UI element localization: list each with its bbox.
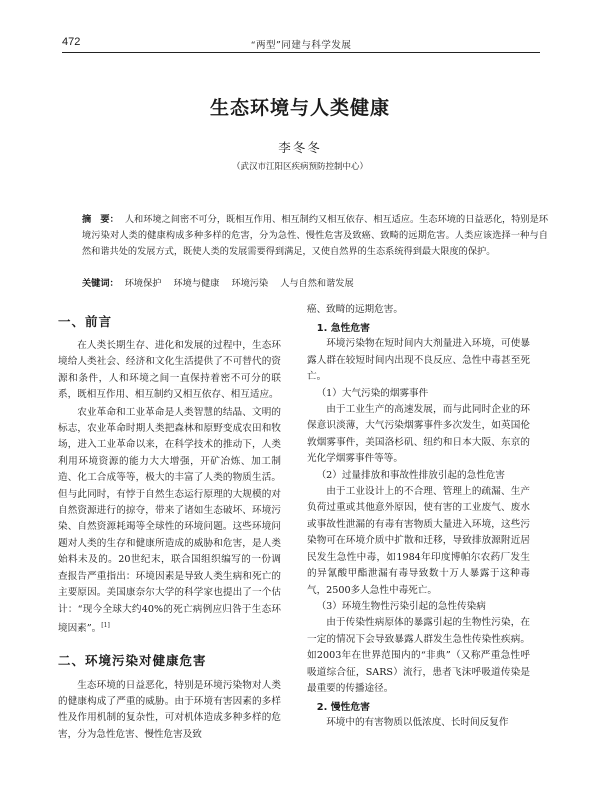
keyword: 环境保护 bbox=[124, 278, 162, 289]
keyword: 环境污染 bbox=[231, 278, 269, 289]
item-heading: （2）过量排放和事故性排放引起的急性危害 bbox=[316, 469, 505, 481]
abstract bbox=[82, 212, 548, 260]
author-affiliation: （武汉市江阳区疾病预防控制中心） bbox=[231, 162, 368, 172]
section-heading-introduction: 一、前言 bbox=[58, 314, 113, 329]
article-title: 生态环境与人类健康 bbox=[209, 97, 390, 119]
item-heading: （1）大气污染的烟雾事件 bbox=[316, 387, 429, 399]
paragraph: 由于工业生产的高速发展，而与此同时企业的环保意识淡薄，大气污染烟雾事件多次发生，如英国伦敦烟雾事件，美国洛杉矶、纽约和日本大阪、东京的光化学烟雾事件等等。 bbox=[307, 404, 530, 465]
running-head: “两型”同建与科学发展 bbox=[250, 40, 352, 51]
subheading-chronic-hazards: 2. 慢性危害 bbox=[316, 702, 370, 714]
paragraph bbox=[58, 405, 281, 638]
abstract-label: 摘 要： bbox=[82, 214, 119, 225]
paragraph: 在人类长期生存、进化和发展的过程中，生态环境给人类社会、经济和文化生活提供了不可替代的资源和条件，人和环境之间一直保持着密不可分的联系，既相互作用、相互制约又相互依存、相互适应。 bbox=[58, 340, 281, 401]
subheading-acute-hazards: 1. 急性危害 bbox=[316, 323, 370, 335]
item-heading: （3）环境生物性污染引起的急性传染病 bbox=[316, 600, 486, 612]
keyword: 环境与健康 bbox=[173, 278, 220, 289]
section-heading-pollution-hazards: 二、环境污染对健康危害 bbox=[58, 652, 207, 668]
keyword: 人与自然和谐发展 bbox=[280, 278, 354, 289]
keywords bbox=[82, 276, 548, 292]
keywords-label: 关键词： bbox=[82, 278, 119, 289]
paragraph-continuation: 癌、致畸的远期危害。 bbox=[307, 304, 403, 315]
paragraph: 环境污染物在短时间内大剂量进入环境，可使暴露人群在较短时间内出现不良反应、急性中毒甚至死亡。 bbox=[307, 338, 530, 383]
page-header bbox=[62, 36, 540, 53]
paragraph: 环境中的有害物质以低浓度、长时间反复作 bbox=[326, 717, 509, 729]
citation: [1] bbox=[101, 621, 110, 629]
article-author: 李冬冬 bbox=[278, 140, 322, 155]
paragraph: 由于传染性病原体的暴露引起的生物性污染，在一定的情况下会导致暴露人群发生急性传染性疾病。如2003年在世界范围内的“非典”（又称严重急性呼吸道综合征，SARS）流行，患者飞沫呼吸道传染是最重要的传播途径。 bbox=[307, 617, 530, 694]
right-column bbox=[307, 302, 530, 732]
left-column bbox=[58, 306, 281, 743]
page-number: 472 bbox=[62, 36, 81, 48]
paragraph-text: 农业革命和工业革命是人类智慧的结晶、文明的标志，农业革命时期人类把森林和原野变成农田和牧场，进入工业革命以来，在科学技术的推动下，人类利用环境资源的能力大大增强，开矿冶炼、加工制造、化工合成等等，极大的丰富了人类的物质生活。但与此同时，有悖于自然生态运行原理的大规模的对自然资源进行的掠夺，带来了诸如生态破坏、环境污染、自然资源耗竭等全球性的环境问题。这些环境问题对人类的生存和健康所造成的威胁和危害，是人类始料未及的。20世纪末，联合国组织编写的一份调查报告严重指出：环境因素是导致人类生病和死亡的主要原因。美国康奈尔大学的科学家也提出了一个估计：“现今全球大约40%的死亡病例应归咎于生态环境因素”。 bbox=[58, 406, 281, 635]
paragraph: 生态环境的日益恶化，特别是环境污染物对人类的健康构成了严重的威胁。由于环境有害因素的多样性及作用机制的复杂性，可对机体造成多种多样的危害，分为急性危害、慢性危害及致 bbox=[58, 679, 281, 740]
abstract-text: 人和环境之间密不可分，既相互作用、相互制约又相互依存、相互适应。生态环境的日益恶化，特别是环境污染对人类的健康构成多种多样的危害，分为急性、慢性危害及致癌、致畸的远期危害。人类应该选择一种与自然和谐共处的发展方式，既使人类的发展需要得到满足，又使自然界的生态系统得到最大限度的保护。 bbox=[82, 214, 549, 257]
paragraph: 由于工业设计上的不合理、管理上的疏漏、生产负荷过重或其他意外原因，使有害的工业废气、废水或事故性泄漏的有毒有害物质大量进入环境，这些污染物可在环境介质中扩散和迁移，导致排放源附近居民发生急性中毒，如1984年印度博帕尔农药厂发生的异氰酸甲酯泄漏有毒导致数十万人暴露于这种毒气，2500多人急性中毒死亡。 bbox=[307, 486, 530, 596]
